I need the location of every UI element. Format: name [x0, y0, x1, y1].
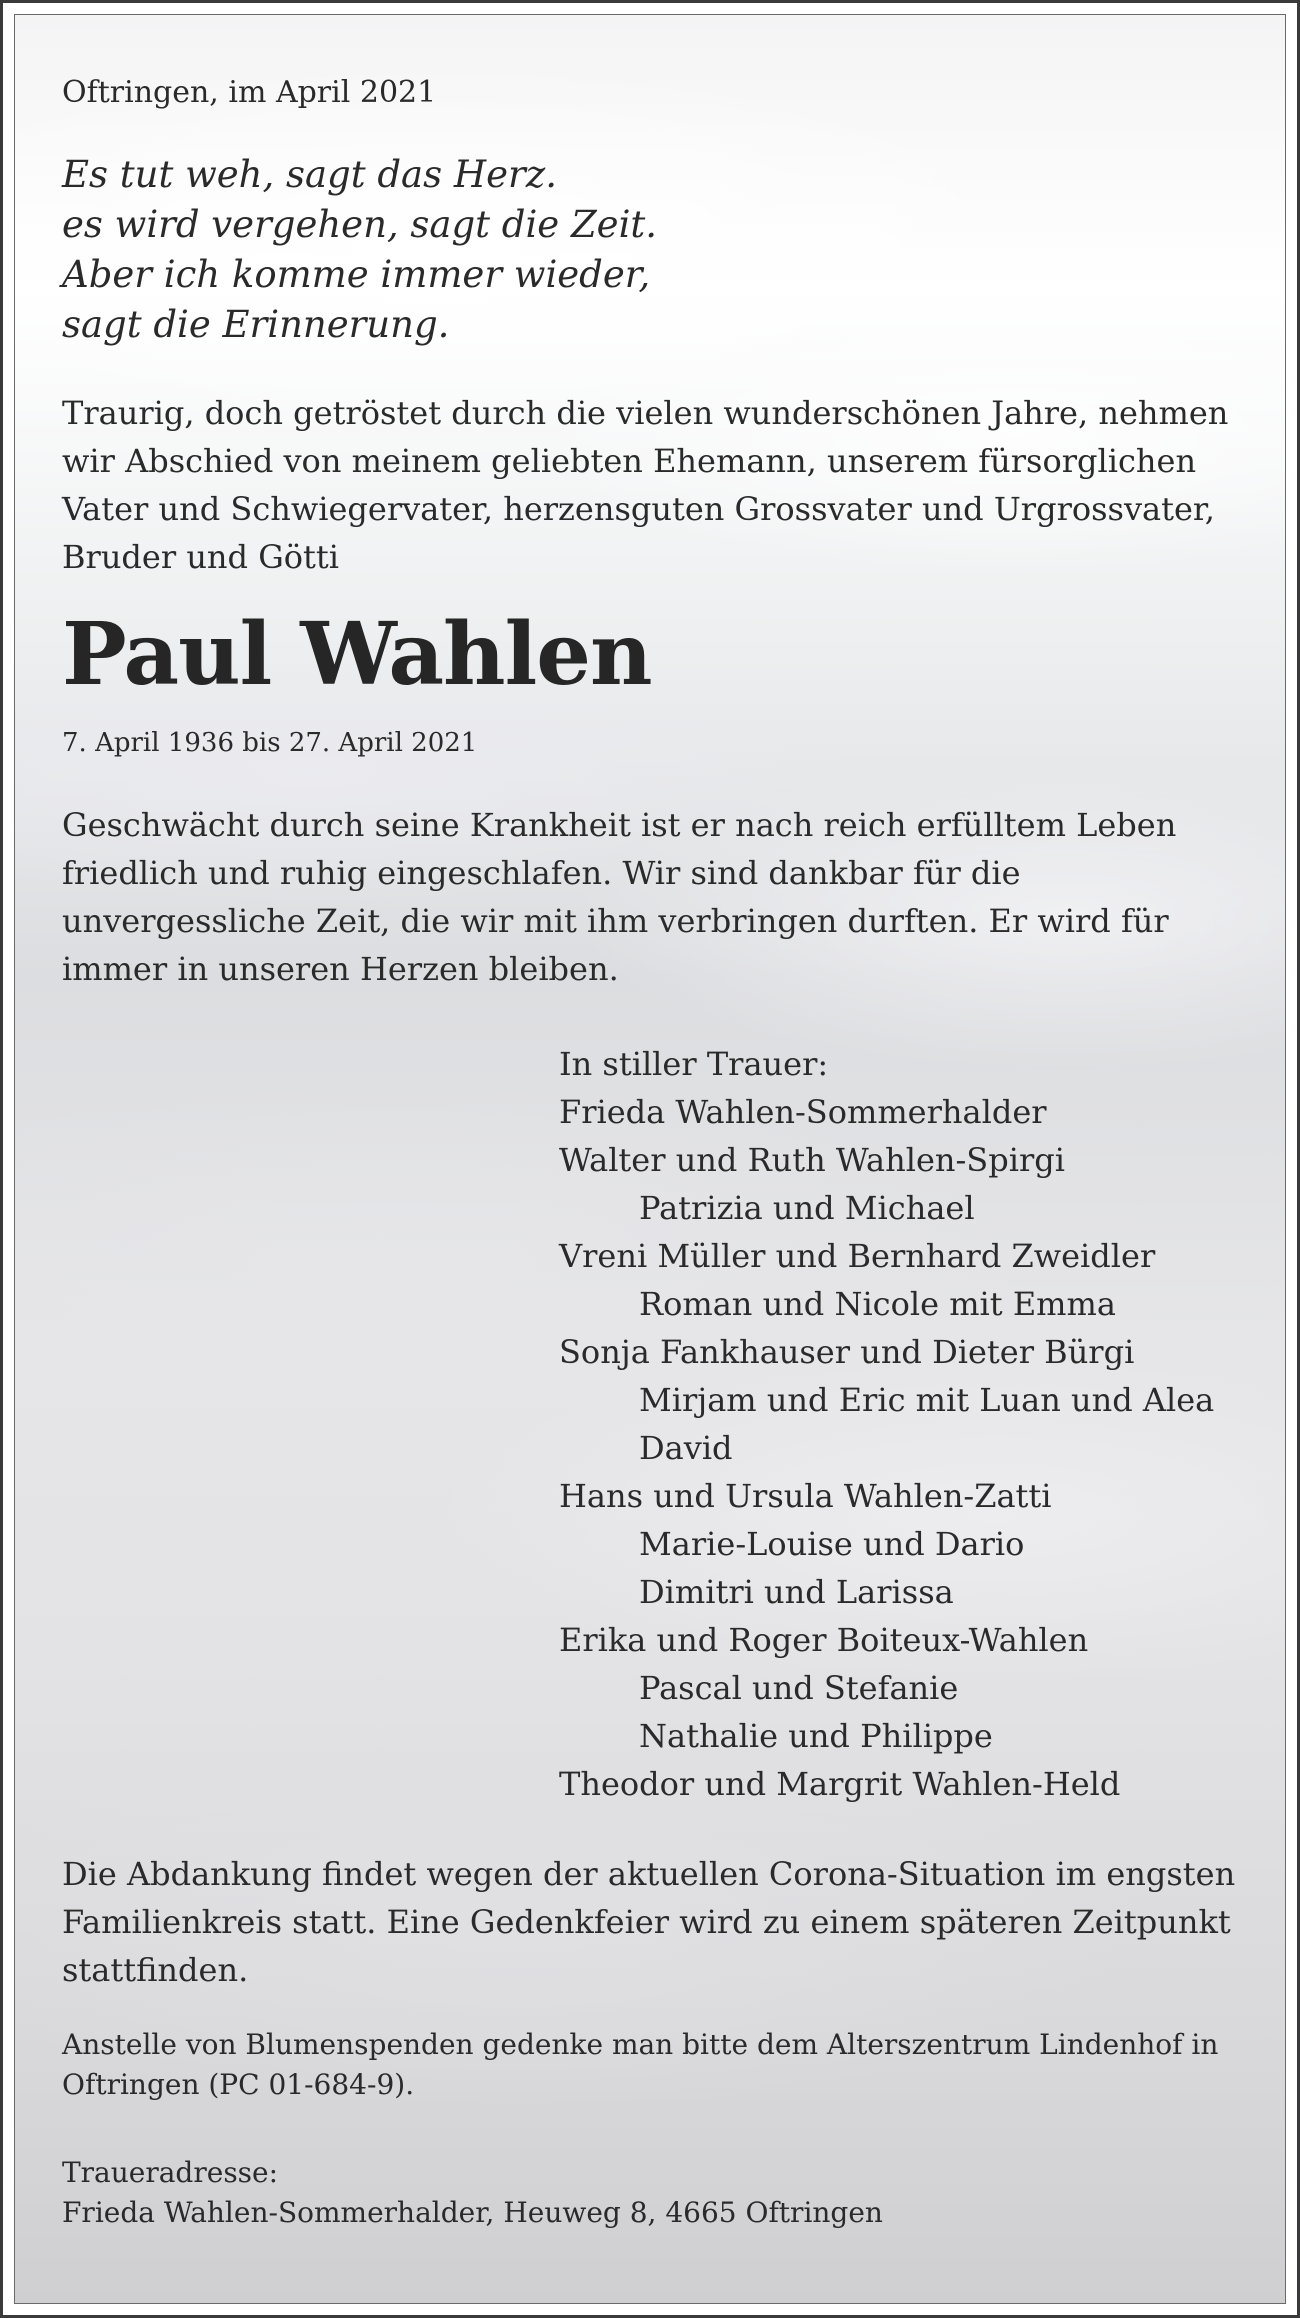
mourner-line: Sonja Fankhauser und Dieter Bürgi	[559, 1333, 1135, 1371]
mourning-address-value: Frieda Wahlen-Sommerhalder, Heuweg 8, 4665 Oftringen	[62, 2196, 883, 2229]
mourner-line: Hans und Ursula Wahlen-Zatti	[559, 1477, 1052, 1515]
funeral-note: Die Abdankung findet wegen der aktuellen Corona-Situation im engsten Familienkreis statt. Eine Gedenkfeier wird zu einem späteren Zeitpunkt stattfinden.	[62, 1855, 1236, 1989]
mourner-line: Erika und Roger Boiteux-Wahlen	[559, 1621, 1089, 1659]
poem-line: Aber ich komme immer wieder,	[62, 253, 651, 296]
mourner-line: Roman und Nicole mit Emma	[639, 1285, 1116, 1323]
intro-paragraph: Traurig, doch getröstet durch die vielen wunderschönen Jahre, nehmen wir Abschied von meinem geliebten Ehemann, unserem fürsorglichen Vater und Schwiegervater, herzensguten Grossvater und Urgrossvater, Bruder und Götti	[62, 394, 1229, 576]
mourner-line: David	[639, 1429, 733, 1467]
mourning-address	[62, 2153, 1262, 2233]
mourner-line: Dimitri und Larissa	[639, 1573, 954, 1611]
poem-line: es wird vergehen, sagt die Zeit.	[62, 203, 658, 246]
place-date: Oftringen, im April 2021	[62, 75, 437, 110]
mourner-line: Mirjam und Eric mit Luan und Alea	[639, 1381, 1215, 1419]
mourner-line: Marie-Louise und Dario	[639, 1525, 1025, 1563]
mourner-line: Walter und Ruth Wahlen-Spirgi	[559, 1141, 1065, 1179]
life-dates: 7. April 1936 bis 27. April 2021	[62, 728, 478, 758]
poem	[62, 150, 1062, 350]
obituary-card	[14, 14, 1286, 2304]
poem-line: Es tut weh, sagt das Herz.	[62, 153, 557, 196]
poem-line: sagt die Erinnerung.	[62, 303, 450, 346]
mourner-line: Theodor und Margrit Wahlen-Held	[559, 1765, 1121, 1803]
mourner-line: Nathalie und Philippe	[639, 1717, 993, 1755]
mourner-line: Frieda Wahlen-Sommerhalder	[559, 1093, 1047, 1131]
obituary-content	[15, 15, 1285, 2303]
donation-note: Anstelle von Blumenspenden gedenke man bitte dem Alterszentrum Lindenhof in Oftringen (PC 01-684-9).	[62, 2028, 1219, 2101]
body-paragraph: Geschwächt durch seine Krankheit ist er nach reich erfülltem Leben friedlich und ruhig eingeschlafen. Wir sind dankbar für die unvergessliche Zeit, die wir mit ihm verbringen durften. Er wird für immer in unseren Herzen bleiben.	[62, 806, 1177, 988]
mourner-line: Pascal und Stefanie	[639, 1669, 959, 1707]
deceased-name: Paul Wahlen	[62, 604, 652, 705]
mourners-heading: In stiller Trauer:	[559, 1045, 829, 1083]
mourners-list	[559, 1040, 1279, 1808]
mourner-line: Patrizia und Michael	[639, 1189, 975, 1227]
mourner-line: Vreni Müller und Bernhard Zweidler	[559, 1237, 1156, 1275]
mourning-address-label: Traueradresse:	[62, 2156, 279, 2189]
